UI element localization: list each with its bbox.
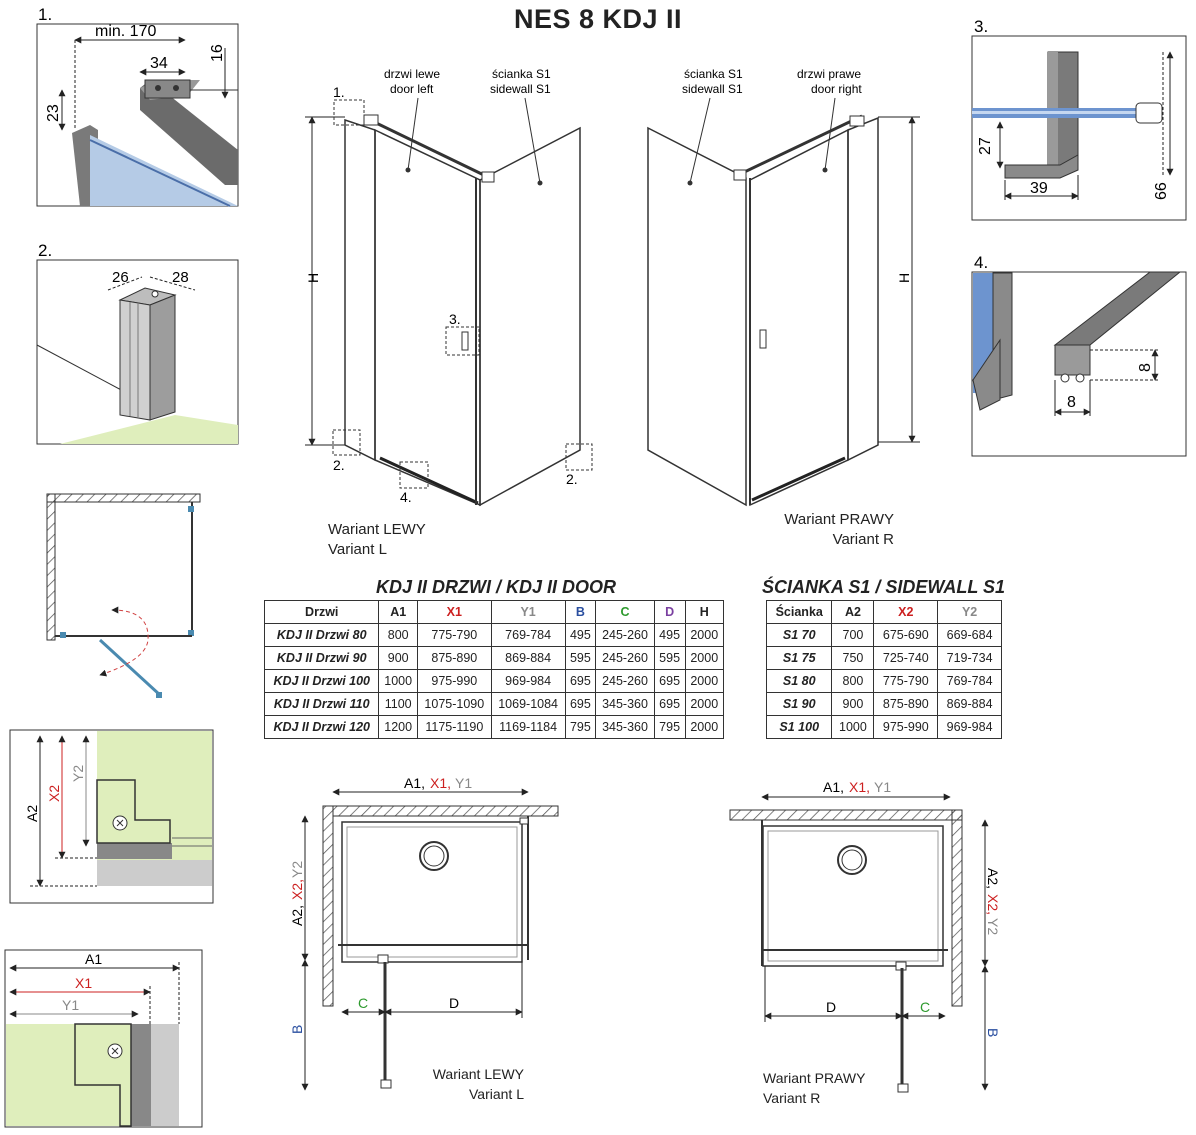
table-cell: KDJ II Drzwi 80 [265,624,379,647]
pr-x2: X2, [985,894,1001,916]
pl-c: C [358,995,369,1011]
table-cell: 695 [565,693,596,716]
table-cell: 1000 [379,670,417,693]
table-row [265,670,724,693]
table-cell: 2000 [685,647,724,670]
header-x1: X1 [417,601,491,624]
table-cell: 969-984 [938,716,1002,739]
table-cell: 1169-1184 [491,716,565,739]
plan-left [289,775,558,1090]
elevation-left [305,67,592,505]
table-row [767,624,1002,647]
pl-y2: Y2 [289,860,305,878]
table-cell: 750 [832,647,874,670]
wall-table-header [767,601,1002,624]
pr-y2: Y2 [985,918,1001,936]
detail-1-h2: 23 [45,104,62,122]
detail-3-number: 3. [974,17,989,36]
table-cell: 1100 [379,693,417,716]
table-row [265,624,724,647]
table-cell: 2000 [685,693,724,716]
detail-3-a: 27 [977,137,994,155]
left-wall-label-2: sidewall S1 [490,82,551,96]
left-wall-label-1: ścianka S1 [492,67,551,81]
label-a1: A1 [85,951,103,967]
table-cell: KDJ II Drzwi 120 [265,716,379,739]
detail-a2-x2-y2 [10,730,213,903]
plan-left-caption [408,1064,524,1104]
table-row [767,716,1002,739]
pl-a1: A1, [404,775,426,791]
table-cell: 800 [379,624,417,647]
label-x1: X1 [75,975,93,991]
right-wall-label-2: sidewall S1 [682,82,743,96]
table-cell: 1000 [832,716,874,739]
plan-right [730,779,1001,1092]
header-d: D [654,601,685,624]
table-cell: 869-884 [491,647,565,670]
table-cell: 795 [654,716,685,739]
pr-a2: A2, [985,868,1001,890]
table-cell: 875-890 [417,647,491,670]
detail-1 [37,5,238,206]
pr-y1: Y1 [874,779,892,795]
wall-table [766,600,1002,739]
detail-3 [972,17,1186,220]
plan-left-caption-1: Wariant LEWY [432,1066,524,1082]
plan-left-caption-2: Variant L [469,1086,524,1102]
table-cell: 775-790 [417,624,491,647]
table-row [767,670,1002,693]
table-cell: 975-990 [874,716,938,739]
left-door-label-1: drzwi lewe [384,67,441,81]
table-row [767,647,1002,670]
table-cell: 345-360 [596,716,654,739]
pr-x1: X1, [849,779,871,795]
table-cell: 719-734 [938,647,1002,670]
header-y2: Y2 [938,601,1002,624]
table-cell: 875-890 [874,693,938,716]
header-y1: Y1 [491,601,565,624]
table-cell: 595 [654,647,685,670]
table-cell: KDJ II Drzwi 90 [265,647,379,670]
table-cell: 800 [832,670,874,693]
detail-4-a: 8 [1137,363,1154,372]
plan-right-caption [763,1068,865,1108]
marker-4: 4. [400,489,412,505]
detail-2-number: 2. [38,241,53,260]
table-cell: S1 80 [767,670,832,693]
table-row [767,693,1002,716]
elev-right-caption [772,510,894,550]
marker-2a: 2. [333,457,345,473]
marker-1: 1. [333,84,345,100]
table-cell: 975-990 [417,670,491,693]
header-b: B [565,601,596,624]
table-row [265,647,724,670]
table-cell: 700 [832,624,874,647]
detail-2 [37,241,238,444]
door-table [264,600,724,739]
detail-1-min: min. 170 [95,23,157,40]
detail-1-h1: 16 [209,44,226,62]
pr-d: D [826,999,837,1015]
detail-4-number: 4. [974,253,989,272]
left-door-label-2: door left [390,82,434,96]
pr-c: C [920,999,931,1015]
elev-left-caption-1: Wariant LEWY [328,521,426,538]
table-row [265,693,724,716]
table-cell: 900 [379,647,417,670]
right-door-label-1: drzwi prawe [797,67,862,81]
table-cell: KDJ II Drzwi 100 [265,670,379,693]
label-y1: Y1 [62,997,80,1013]
table-cell: S1 70 [767,624,832,647]
table-cell: 669-684 [938,624,1002,647]
elev-right-caption-2: Variant R [832,531,894,548]
table-cell: KDJ II Drzwi 110 [265,693,379,716]
label-x2: X2 [46,784,62,802]
table-cell: 969-984 [491,670,565,693]
table-cell: 495 [565,624,596,647]
detail-1-number: 1. [38,5,53,24]
table-cell: 345-360 [596,693,654,716]
plan-right-caption-2: Variant R [763,1090,821,1106]
header-x2: X2 [874,601,938,624]
pr-a1: A1, [823,779,845,795]
table-cell: 695 [565,670,596,693]
elev-right-h: H [896,272,912,283]
door-table-header [265,601,724,624]
header-ścianka: Ścianka [767,601,832,624]
label-y2: Y2 [70,764,86,782]
label-a2: A2 [24,804,40,822]
detail-4-b: 8 [1067,394,1076,411]
pl-d: D [449,995,460,1011]
plan-swing-sketch [47,494,200,698]
header-drzwi: Drzwi [265,601,379,624]
table-cell: 2000 [685,716,724,739]
table-cell: 1200 [379,716,417,739]
table-cell: 1069-1084 [491,693,565,716]
table-cell: 2000 [685,670,724,693]
detail-4 [972,253,1186,456]
table-cell: 675-690 [874,624,938,647]
plan-right-caption-1: Wariant PRAWY [763,1070,866,1086]
pl-b: B [289,1024,305,1034]
header-h: H [685,601,724,624]
detail-2-w1: 26 [112,269,129,286]
table-cell: 769-784 [938,670,1002,693]
right-door-label-2: door right [811,82,862,96]
pl-a2: A2, [289,904,305,926]
page-title: NES 8 KDJ II [513,4,683,34]
table-cell: 1175-1190 [417,716,491,739]
header-a2: A2 [832,601,874,624]
table-row [265,716,724,739]
table-cell: 795 [565,716,596,739]
door-table-heading: KDJ II DRZWI / KDJ II DOOR [376,577,617,597]
detail-3-c: 66 [1153,182,1170,200]
header-a1: A1 [379,601,417,624]
table-cell: 775-790 [874,670,938,693]
marker-3: 3. [449,311,461,327]
marker-2b: 2. [566,471,578,487]
detail-a1-x1-y1 [5,950,202,1127]
pr-b: B [985,1028,1001,1038]
pl-x2: X2, [289,878,305,900]
table-cell: 900 [832,693,874,716]
wall-table-heading: ŚCIANKA S1 / SIDEWALL S1 [762,577,1006,597]
elevation-right [648,67,920,505]
table-cell: 1075-1090 [417,693,491,716]
table-cell: S1 75 [767,647,832,670]
table-cell: 2000 [685,624,724,647]
table-cell: 769-784 [491,624,565,647]
table-cell: 869-884 [938,693,1002,716]
right-wall-label-1: ścianka S1 [684,67,743,81]
detail-3-b: 39 [1030,180,1048,197]
detail-1-width: 34 [150,55,168,72]
elev-left-caption [328,520,426,560]
table-cell: 695 [654,670,685,693]
pl-y1: Y1 [455,775,473,791]
table-cell: S1 100 [767,716,832,739]
table-cell: 245-260 [596,647,654,670]
table-cell: S1 90 [767,693,832,716]
table-cell: 245-260 [596,624,654,647]
detail-2-w2: 28 [172,269,189,286]
table-cell: 695 [654,693,685,716]
table-cell: 245-260 [596,670,654,693]
table-cell: 495 [654,624,685,647]
pl-x1: X1, [430,775,452,791]
elev-right-caption-1: Wariant PRAWY [784,511,894,528]
elev-left-caption-2: Variant L [328,541,387,558]
header-c: C [596,601,654,624]
elev-left-h: H [305,272,321,283]
table-cell: 595 [565,647,596,670]
table-cell: 725-740 [874,647,938,670]
